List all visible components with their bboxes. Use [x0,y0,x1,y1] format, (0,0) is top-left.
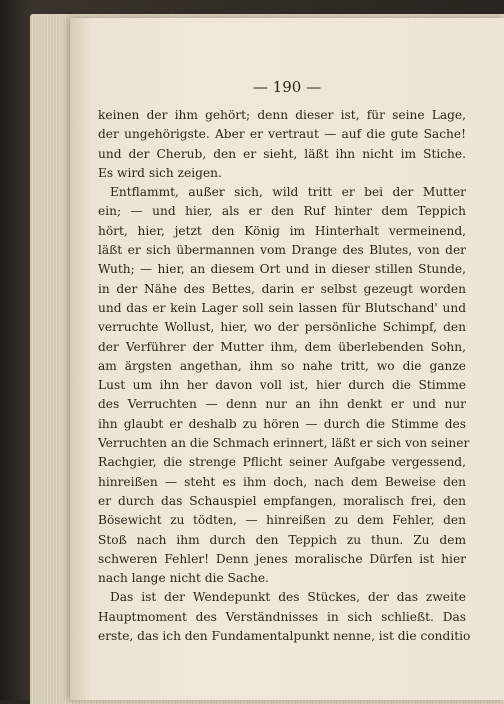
text-line: Rachgier, die strenge Pflicht seiner Aufgabe vergessend, [98,455,466,470]
text-line: erste, das ich den Fundamentalpunkt nenne, ist die conditio [98,629,471,644]
text-line: Verruchten an die Schmach erinnert, läßt er sich von seiner [98,436,470,451]
text-line: keinen der ihm gehört; denn dieser ist, für seine Lage, [98,108,466,122]
text-line: und das er kein Lager soll sein lassen für Blutschand' und [98,300,466,315]
text-line: hört, hier, jetzt den König im Hinterhalt vermeinend, [98,223,466,238]
text-line: Lust um ihn her davon voll ist, hier durch die Stimme [98,378,466,393]
text-line: hinreißen — steht es ihm doch, nach dem Beweise den [98,474,466,489]
text-line: und der Cherub, den er sieht, läßt ihn nicht im Stiche. [98,146,466,161]
text-line: der Verführer der Mutter ihm, dem überlebenden Sohn, [98,339,466,354]
text-line: Wuth; — hier, an diesem Ort und in dieser stillen Stunde, [98,262,466,277]
text-line: läßt er sich übermannen vom Drange des Blutes, von der [98,243,466,258]
text-line: Das ist der Wendepunkt des Stückes, der das zweite [110,590,466,605]
text-line: Hauptmoment des Verständnisses in sich schließt. Das [98,609,466,624]
text-line: Bösewicht zu tödten, — hinreißen zu dem Fehler, den [98,513,466,528]
text-line: nach lange nicht die Sache. [98,571,269,586]
text-line: in der Nähe des Bettes, darin er selbst gezeugt worden [98,281,466,296]
body-text [98,106,471,646]
text-line: am ärgsten angethan, ihm so nahe tritt, wo die ganze [98,358,466,373]
page-number: — 190 — [252,78,322,96]
text-line: Stoß nach ihm durch den Teppich zu thun. Zu dem [98,532,466,547]
text-line: er durch das Schauspiel empfangen, moralisch frei, den [98,493,466,508]
text-line: verruchte Wollust, hier, wo der persönliche Schimpf, den [98,320,466,335]
text-line: schweren Fehler! Denn jenes moralische Dürfen ist hier [98,551,466,566]
text-line: der ungehörigste. Aber er vertraut — auf die gute Sache! [98,127,466,142]
text-line: Es wird sich zeigen. [98,165,222,180]
text-line: ihn glaubt er deshalb zu hören — durch die Stimme des [98,416,466,431]
text-line: ein; — und hier, als er den Ruf hinter dem Teppich [98,204,466,219]
text-line: des Verruchten — denn nur an ihn denkt er und nur [98,397,466,412]
text-line: Entflammt, außer sich, wild tritt er bei der Mutter [110,185,466,200]
